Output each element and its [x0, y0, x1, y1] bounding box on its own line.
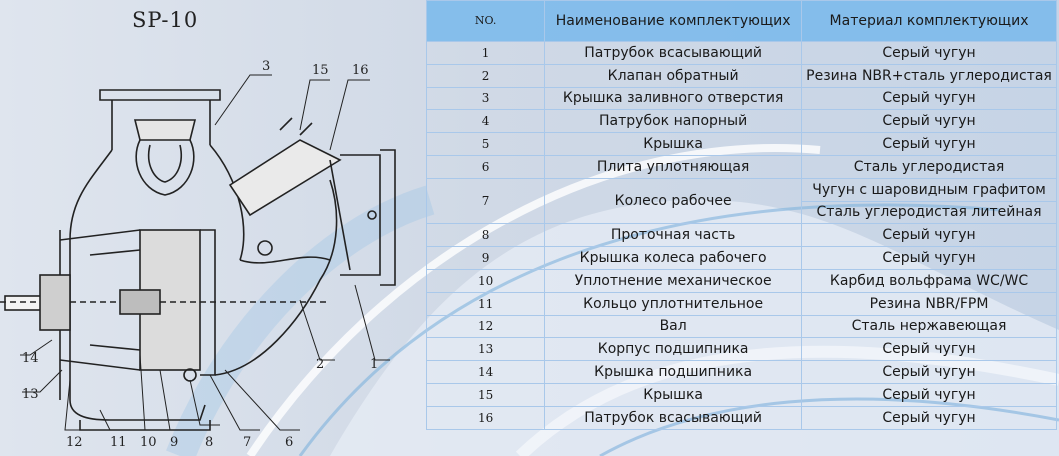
part-name: Вал	[545, 315, 802, 338]
callout-number: 7	[243, 435, 252, 450]
part-name: Кольцо уплотнительное	[545, 292, 802, 315]
row-number: 10	[427, 269, 545, 292]
part-name: Патрубок всасывающий	[545, 42, 802, 65]
part-material: Чугун с шаровидным графитом	[802, 178, 1057, 201]
table-row	[427, 406, 1057, 429]
part-material: Серый чугун	[802, 406, 1057, 429]
part-material: Серый чугун	[802, 224, 1057, 247]
part-name: Крышка	[545, 133, 802, 156]
part-name: Корпус подшипника	[545, 338, 802, 361]
part-name: Колесо рабочее	[545, 178, 802, 224]
callout-number: 15	[312, 63, 329, 78]
header-no: NO.	[427, 1, 545, 42]
part-material: Сталь нержавеющая	[802, 315, 1057, 338]
table-row	[427, 292, 1057, 315]
callout-number: 10	[140, 435, 157, 450]
callout-number: 12	[66, 435, 83, 450]
table-row	[427, 133, 1057, 156]
table-row	[427, 247, 1057, 270]
table-row	[427, 338, 1057, 361]
row-number: 9	[427, 247, 545, 270]
row-number: 14	[427, 361, 545, 384]
table-row	[427, 224, 1057, 247]
table-header-row	[427, 1, 1057, 42]
part-material: Серый чугун	[802, 338, 1057, 361]
row-number: 15	[427, 383, 545, 406]
part-material: Серый чугун	[802, 87, 1057, 110]
row-number: 11	[427, 292, 545, 315]
callout-number: 14	[22, 351, 39, 366]
part-name: Клапан обратный	[545, 64, 802, 87]
table-row	[427, 42, 1057, 65]
pump-cross-section-drawing	[0, 0, 420, 456]
table-row	[427, 64, 1057, 87]
row-number: 8	[427, 224, 545, 247]
row-number: 16	[427, 406, 545, 429]
part-name: Крышка	[545, 383, 802, 406]
callout-number: 13	[22, 387, 39, 402]
row-number: 7	[427, 178, 545, 224]
header-name: Наименование комплектующих	[545, 1, 802, 42]
part-material: Резина NBR+сталь углеродистая	[802, 64, 1057, 87]
part-material: Карбид вольфрама WC/WC	[802, 269, 1057, 292]
part-material: Резина NBR/FPM	[802, 292, 1057, 315]
part-name: Патрубок всасывающий	[545, 406, 802, 429]
row-number: 6	[427, 155, 545, 178]
table-row	[427, 178, 1057, 201]
header-material: Материал комплектующих	[802, 1, 1057, 42]
part-material: Серый чугун	[802, 247, 1057, 270]
row-number: 2	[427, 64, 545, 87]
callout-number: 11	[110, 435, 127, 450]
table-row	[427, 155, 1057, 178]
parts-table	[426, 0, 1057, 430]
callout-number: 3	[262, 59, 271, 74]
row-number: 5	[427, 133, 545, 156]
part-name: Крышка колеса рабочего	[545, 247, 802, 270]
part-name: Плита уплотняющая	[545, 155, 802, 178]
part-material: Серый чугун	[802, 383, 1057, 406]
table-row	[427, 110, 1057, 133]
callout-number: 8	[205, 435, 214, 450]
part-name: Уплотнение механическое	[545, 269, 802, 292]
table-row	[427, 361, 1057, 384]
part-material: Сталь углеродистая	[802, 155, 1057, 178]
callout-number: 16	[352, 63, 369, 78]
row-number: 4	[427, 110, 545, 133]
callout-number: 1	[370, 357, 379, 372]
row-number: 12	[427, 315, 545, 338]
part-material: Серый чугун	[802, 133, 1057, 156]
table-row	[427, 87, 1057, 110]
part-name: Крышка подшипника	[545, 361, 802, 384]
part-name: Крышка заливного отверстия	[545, 87, 802, 110]
table-row	[427, 383, 1057, 406]
row-number: 13	[427, 338, 545, 361]
part-material: Сталь углеродистая литейная	[802, 201, 1057, 224]
row-number: 1	[427, 42, 545, 65]
row-number: 3	[427, 87, 545, 110]
part-material: Серый чугун	[802, 361, 1057, 384]
drawing-title: SP-10	[132, 8, 199, 32]
part-material: Серый чугун	[802, 110, 1057, 133]
callout-number: 6	[285, 435, 294, 450]
table-row	[427, 269, 1057, 292]
part-name: Проточная часть	[545, 224, 802, 247]
table-row	[427, 315, 1057, 338]
part-material: Серый чугун	[802, 42, 1057, 65]
callout-number: 2	[316, 357, 325, 372]
part-name: Патрубок напорный	[545, 110, 802, 133]
callout-number: 9	[170, 435, 179, 450]
